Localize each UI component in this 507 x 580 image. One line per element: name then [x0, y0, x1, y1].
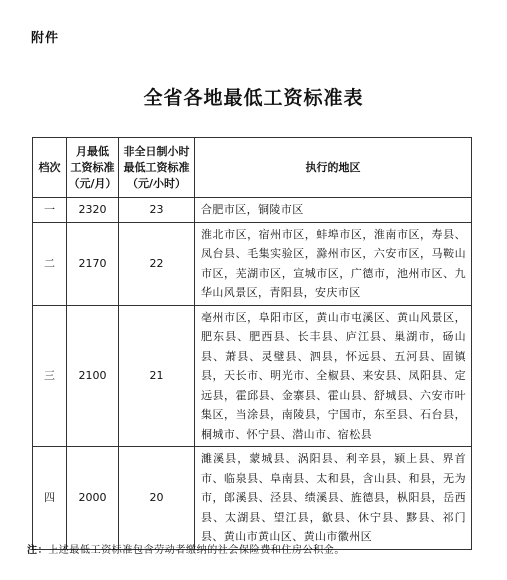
- table-row: [33, 198, 472, 223]
- area-cell: 合肥市区，铜陵市区: [195, 198, 472, 223]
- header-monthly-line3: （元/月）: [68, 176, 117, 190]
- table-row: [33, 222, 472, 305]
- hourly-cell: 21: [119, 305, 195, 447]
- header-hourly-line3: （元/小时）: [126, 176, 187, 190]
- monthly-cell: 2170: [67, 222, 119, 305]
- tier-cell: 四: [33, 447, 67, 550]
- area-cell: 淮北市区，宿州市区，蚌埠市区，淮南市区，寿县、凤台县、毛集实验区，滁州市区，六安市区，马鞍山市区，芜湖市区，宣城市区，广德市，池州市区、九华山风景区，青阳县，安庆市区: [195, 222, 472, 305]
- footnote: [27, 541, 345, 556]
- table-row: [33, 305, 472, 447]
- tier-cell: 一: [33, 198, 67, 223]
- monthly-cell: 2320: [67, 198, 119, 223]
- hourly-cell: 20: [119, 447, 195, 550]
- minimum-wage-table: [32, 137, 472, 550]
- footnote-label: 注：: [27, 545, 49, 556]
- monthly-cell: 2100: [67, 305, 119, 447]
- hourly-cell: 22: [119, 222, 195, 305]
- area-cell: 濉溪县，蒙城县、涡阳县、利辛县，颍上县、界首市、临泉县、阜南县、太和县，含山县、和县，无为市，郎溪县、泾县、绩溪县、旌德县，枞阳县，岳西县、太湖县、望江县，歙县、休宁县、黟县、祁门县、黄山市黄山区、黄山市徽州区: [195, 447, 472, 550]
- monthly-cell: 2000: [67, 447, 119, 550]
- header-hourly-line2: 最低工资标准: [123, 160, 190, 174]
- area-cell: 亳州市区，阜阳市区，黄山市屯溪区、黄山风景区，肥东县、肥西县、长丰县、庐江县、巢湖市，砀山县、萧县、灵璧县、泗县，怀远县、五河县、固镇县，天长市、明光市、全椒县、来安县、凤阳县、定远县，霍邱县、金寨县、霍山县、舒城县、六安市叶集区，当涂县，南陵县，宁国市，东至县、石台县，桐城市、怀宁县、潜山市、宿松县: [195, 305, 472, 447]
- table-row: [33, 447, 472, 550]
- footnote-text: 上述最低工资标准包含劳动者缴纳的社会保险费和住房公积金。: [48, 545, 346, 556]
- header-monthly-line2: 工资标准: [70, 160, 115, 174]
- header-hourly-line1: 非全日制小时: [123, 144, 190, 158]
- hourly-cell: 23: [119, 198, 195, 223]
- tier-cell: 二: [33, 222, 67, 305]
- header-monthly-line1: 月最低: [76, 144, 109, 158]
- document-title: 全省各地最低工资标准表: [143, 87, 364, 109]
- header-hourly: [119, 138, 195, 198]
- header-area: 执行的地区: [195, 138, 472, 198]
- header-tier: 档次: [33, 138, 67, 198]
- attachment-label: 附件: [31, 31, 60, 46]
- tier-cell: 三: [33, 305, 67, 447]
- header-monthly: [67, 138, 119, 198]
- table-header-row: [33, 138, 472, 198]
